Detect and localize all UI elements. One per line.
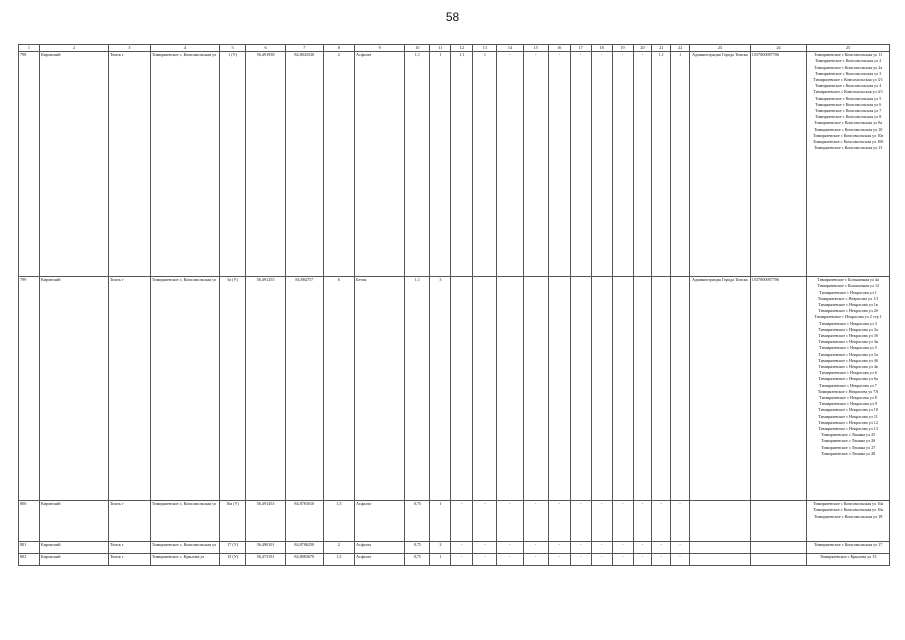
address-item: Тимирязевское с Некрасова ул 6: [819, 370, 877, 376]
table-cell: -: [671, 554, 690, 566]
table-cell: Кировский: [39, 501, 108, 542]
address-item: Тимирязевское с Комсомольская ул 8: [814, 114, 882, 120]
table-cell: -: [591, 52, 612, 277]
table-cell: Томск г: [109, 542, 151, 554]
column-header: 3: [109, 45, 151, 52]
address-item: Тимирязевское с Некрасова ул 1в: [818, 302, 878, 308]
address-item: Тимирязевское с Некрасова ул 2б: [818, 308, 878, 314]
table-cell: 0,75: [405, 542, 430, 554]
table-cell: 0,75: [405, 554, 430, 566]
table-cell: -: [523, 501, 548, 542]
column-header: 11: [430, 45, 451, 52]
table-cell: -: [523, 542, 548, 554]
table-cell: -: [497, 501, 523, 542]
column-header: 19: [612, 45, 633, 52]
table-cell: 2: [430, 542, 451, 554]
table-cell: 84,8783010: [285, 501, 323, 542]
table-cell: Бетон: [355, 277, 405, 501]
table-cell: Асфальт: [355, 52, 405, 277]
table-cell: [671, 277, 690, 501]
table-cell: -: [451, 554, 473, 566]
table-cell: -: [591, 501, 612, 542]
table-cell: -: [473, 501, 497, 542]
address-item: Тимирязевское с Комсомольская ул 18: [813, 513, 883, 519]
table-cell: [497, 277, 523, 501]
address-item: Тимирязевское с Некрасова ул 11: [818, 413, 878, 419]
table-cell: -: [548, 501, 570, 542]
table-cell: -: [612, 501, 633, 542]
table-cell: 56,473191: [246, 554, 286, 566]
table-cell: 1: [430, 501, 451, 542]
table-cell: 1,1: [652, 52, 671, 277]
address-item: Тимирязевское с Некрасова ул 5: [819, 345, 877, 351]
table-cell: 1,5: [323, 501, 354, 542]
table-cell: -: [633, 554, 652, 566]
table-cell: -: [612, 554, 633, 566]
table-cell: [690, 554, 751, 566]
table-cell: Томск г: [109, 554, 151, 566]
column-header: 22: [671, 45, 690, 52]
table-cell: -: [570, 554, 591, 566]
address-item: Тимирязевское с Некрасова ул 1: [819, 289, 877, 295]
table-cell: 802: [19, 554, 40, 566]
table-cell: 5а (У): [220, 277, 246, 501]
address-item: Тимирязевское с Комсомольская ул 6: [814, 101, 882, 107]
address-item: Тимирязевское с Некрасова ул 1/1: [817, 295, 879, 301]
address-item: Тимирязевское с Ленина ул 26: [821, 438, 876, 444]
table-cell: 1: [430, 554, 451, 566]
table-cell: 1,1: [451, 52, 473, 277]
address-item: Тимирязевское с Комсомольская ул 4: [814, 83, 882, 89]
table-cell: [750, 501, 807, 542]
table-cell: 84,8786250: [285, 542, 323, 554]
address-item: Тимирязевское с Некрасова ул 8: [819, 395, 877, 401]
table-cell: Томск г: [109, 501, 151, 542]
address-item: Тимирязевское с Больничная ул 4а: [817, 277, 880, 283]
address-item: Тимирязевское с Ленина ул 27: [821, 444, 876, 450]
table-cell: 56,491453: [246, 501, 286, 542]
table-cell: -: [548, 542, 570, 554]
address-item: Тимирязевское с Комсомольская ул 3/1: [813, 77, 883, 83]
table-cell: -: [652, 501, 671, 542]
table-cell: Тимирязевское с, Комсомольская ул: [150, 52, 219, 277]
table-cell: 56,491938: [246, 52, 286, 277]
page-number: 58: [445, 10, 460, 24]
table-cell: [750, 542, 807, 554]
table-cell: -: [473, 554, 497, 566]
table-cell: 1: [430, 52, 451, 277]
table-cell: Кировский: [39, 277, 108, 501]
table-cell: 800: [19, 501, 40, 542]
table-cell: -: [497, 542, 523, 554]
table-cell: 1,1: [405, 52, 430, 277]
address-item: Тимирязевское с Больничная ул 12: [817, 283, 880, 289]
header-row: [19, 45, 890, 52]
address-item: Тимирязевское с Некрасова ул 3б: [818, 333, 878, 339]
table-cell: Асфальт: [355, 542, 405, 554]
table-cell: -: [523, 554, 548, 566]
table-cell: 84,884757: [285, 277, 323, 501]
table-cell: [652, 277, 671, 501]
address-item: Тимирязевское с Некрасова ул 12: [818, 419, 878, 425]
address-item: Тимирязевское с Некрасова ул 3: [819, 320, 877, 326]
table-cell: -: [570, 52, 591, 277]
table-cell: Тимирязевское с, Крылова ул: [150, 554, 219, 566]
address-list: [807, 277, 890, 501]
table-cell: 56,491255: [246, 277, 286, 501]
table-row: [19, 554, 890, 566]
table-cell: -: [671, 501, 690, 542]
table-cell: -: [570, 542, 591, 554]
table-cell: Асфальт: [355, 501, 405, 542]
table-cell: 84,8883670: [285, 554, 323, 566]
address-item: Тимирязевское с Комсомольская ул 2а: [814, 64, 883, 70]
address-item: Тимирязевское с Комсомольская ул 2: [814, 58, 882, 64]
address-item: Тимирязевское с Ленина ул 28: [821, 450, 876, 456]
table-cell: 3: [430, 277, 451, 501]
table-cell: -: [633, 52, 652, 277]
table-row: [19, 52, 890, 277]
column-header: 9: [355, 45, 405, 52]
address-item: Тимирязевское с Некрасова ул 4в: [818, 364, 878, 370]
table-cell: -: [633, 542, 652, 554]
table-cell: Томск г: [109, 52, 151, 277]
address-item: Тимирязевское с Комсомольская ул 3: [814, 70, 882, 76]
address-list: [807, 554, 890, 566]
table-cell: -: [633, 501, 652, 542]
address-item: Тимирязевское с Комсомольская ул 17: [813, 542, 883, 548]
column-header: 7: [285, 45, 323, 52]
address-item: Тимирязевское с Комсомольская ул 10б: [812, 139, 884, 145]
address-item: Тимирязевское с Некрасова ул 9: [819, 401, 877, 407]
table-cell: -: [570, 501, 591, 542]
table-cell: Кировский: [39, 554, 108, 566]
address-item: Тимирязевское с Некрасова ул 7: [819, 382, 877, 388]
column-header: 16: [548, 45, 570, 52]
table-cell: -: [652, 554, 671, 566]
table-cell: 84,8843520: [285, 52, 323, 277]
table-cell: -: [473, 542, 497, 554]
table-cell: -: [591, 542, 612, 554]
register-table: [18, 44, 890, 566]
address-item: Тимирязевское с Ленина ул 25: [821, 432, 876, 438]
table-cell: [473, 277, 497, 501]
column-header: 13: [473, 45, 497, 52]
table-cell: 1037000087706: [750, 52, 807, 277]
table-cell: [750, 554, 807, 566]
address-item: Тимирязевское с Комсомольская ул 10: [813, 126, 883, 132]
table-cell: -: [591, 554, 612, 566]
column-header: 20: [633, 45, 652, 52]
table-cell: 798: [19, 52, 40, 277]
address-item: Тимирязевское с Комсомольская ул 11: [814, 52, 883, 58]
table-cell: -: [497, 554, 523, 566]
table-cell: 1,5: [323, 554, 354, 566]
column-header: 17: [570, 45, 591, 52]
table-cell: Тимирязевское с, Комсомольская ул: [150, 501, 219, 542]
table-cell: 1: [671, 52, 690, 277]
column-header: 4: [150, 45, 219, 52]
table-cell: 799: [19, 277, 40, 501]
column-header: 2: [39, 45, 108, 52]
table-cell: 6: [323, 277, 354, 501]
table-cell: Администрация Города Томска: [690, 52, 751, 277]
table-cell: 1,1: [405, 277, 430, 501]
table-cell: 1037000087706: [750, 277, 807, 501]
table-cell: 15 (У): [220, 554, 246, 566]
address-list: [807, 52, 890, 277]
address-item: Тимирязевское с Комсомольская ул 8а: [814, 120, 883, 126]
table-cell: [548, 277, 570, 501]
table-cell: 56,490101: [246, 542, 286, 554]
address-item: Тимирязевское с Комсомольская ул 10а: [813, 132, 884, 138]
address-item: Тимирязевское с Некрасова ул 3а: [818, 326, 878, 332]
address-item: Тимирязевское с Комсомольская ул 7: [814, 108, 882, 114]
column-header: 10: [405, 45, 430, 52]
table-cell: 16а (У): [220, 501, 246, 542]
address-item: Тимирязевское с Комсомольская ул 5: [814, 95, 882, 101]
column-header: 23: [690, 45, 751, 52]
table-cell: [612, 277, 633, 501]
table-cell: -: [451, 542, 473, 554]
address-item: Тимирязевское с Некрасова ул 4б: [818, 357, 878, 363]
table-cell: 2: [323, 542, 354, 554]
table-cell: [690, 501, 751, 542]
column-header: 6: [246, 45, 286, 52]
address-item: Тимирязевское с Некрасова ул 10: [818, 407, 878, 413]
table-cell: Кировский: [39, 52, 108, 277]
column-header: 24: [750, 45, 807, 52]
table-cell: Тимирязевское с, Комсомольская ул: [150, 542, 219, 554]
table-cell: -: [652, 542, 671, 554]
table-cell: Асфальт: [355, 554, 405, 566]
table-cell: Администрация Города Томска: [690, 277, 751, 501]
column-header: 15: [523, 45, 548, 52]
table-cell: 1: [473, 52, 497, 277]
table-cell: [570, 277, 591, 501]
table-cell: -: [671, 542, 690, 554]
table-cell: 801: [19, 542, 40, 554]
table-row: [19, 542, 890, 554]
table-cell: -: [612, 52, 633, 277]
table-cell: 2: [323, 52, 354, 277]
table-cell: Кировский: [39, 542, 108, 554]
table-cell: [633, 277, 652, 501]
address-item: Тимирязевское с Комсомольская ул 4/1: [813, 89, 883, 95]
table-row: [19, 277, 890, 501]
table-row: [19, 501, 890, 542]
column-header: 21: [652, 45, 671, 52]
table-cell: [690, 542, 751, 554]
table-cell: Томск г: [109, 277, 151, 501]
table-cell: Тимирязевское с, Комсомольская ул: [150, 277, 219, 501]
table-cell: -: [612, 542, 633, 554]
address-item: Тимирязевское с Некрасова ул 7А: [817, 388, 879, 394]
address-item: Тимирязевское с Комсомольская ул 16а: [813, 501, 884, 507]
table-cell: 0,75: [405, 501, 430, 542]
table-cell: [523, 277, 548, 501]
column-header: 5: [220, 45, 246, 52]
table-cell: -: [523, 52, 548, 277]
column-header: 25: [807, 45, 890, 52]
column-header: 8: [323, 45, 354, 52]
table-cell: -: [497, 52, 523, 277]
table-cell: 1 (У): [220, 52, 246, 277]
address-item: Тимирязевское с Комсомольская ул 13: [813, 145, 883, 151]
address-list: [807, 501, 890, 542]
column-header: 14: [497, 45, 523, 52]
address-item: Тимирязевское с Комсомольская ул 16а: [813, 507, 884, 513]
address-item: Тимирязевское с Некрасова ул 3в: [818, 339, 878, 345]
table-cell: -: [451, 501, 473, 542]
column-header: 18: [591, 45, 612, 52]
column-header: 1: [19, 45, 40, 52]
table-cell: 17 (У): [220, 542, 246, 554]
address-list: [807, 542, 890, 554]
table-cell: [451, 277, 473, 501]
column-header: 12: [451, 45, 473, 52]
address-item: Тимирязевское с Крылова ул 15: [819, 554, 877, 560]
address-item: Тимирязевское с Некрасова ул 13: [818, 426, 878, 432]
table-cell: -: [548, 52, 570, 277]
table-cell: -: [548, 554, 570, 566]
table-cell: [591, 277, 612, 501]
address-item: Тимирязевское с Некрасова ул 2 стр 1: [814, 314, 882, 320]
address-item: Тимирязевское с Некрасова ул 6а: [818, 376, 878, 382]
address-item: Тимирязевское с Некрасова ул 5а: [818, 351, 878, 357]
